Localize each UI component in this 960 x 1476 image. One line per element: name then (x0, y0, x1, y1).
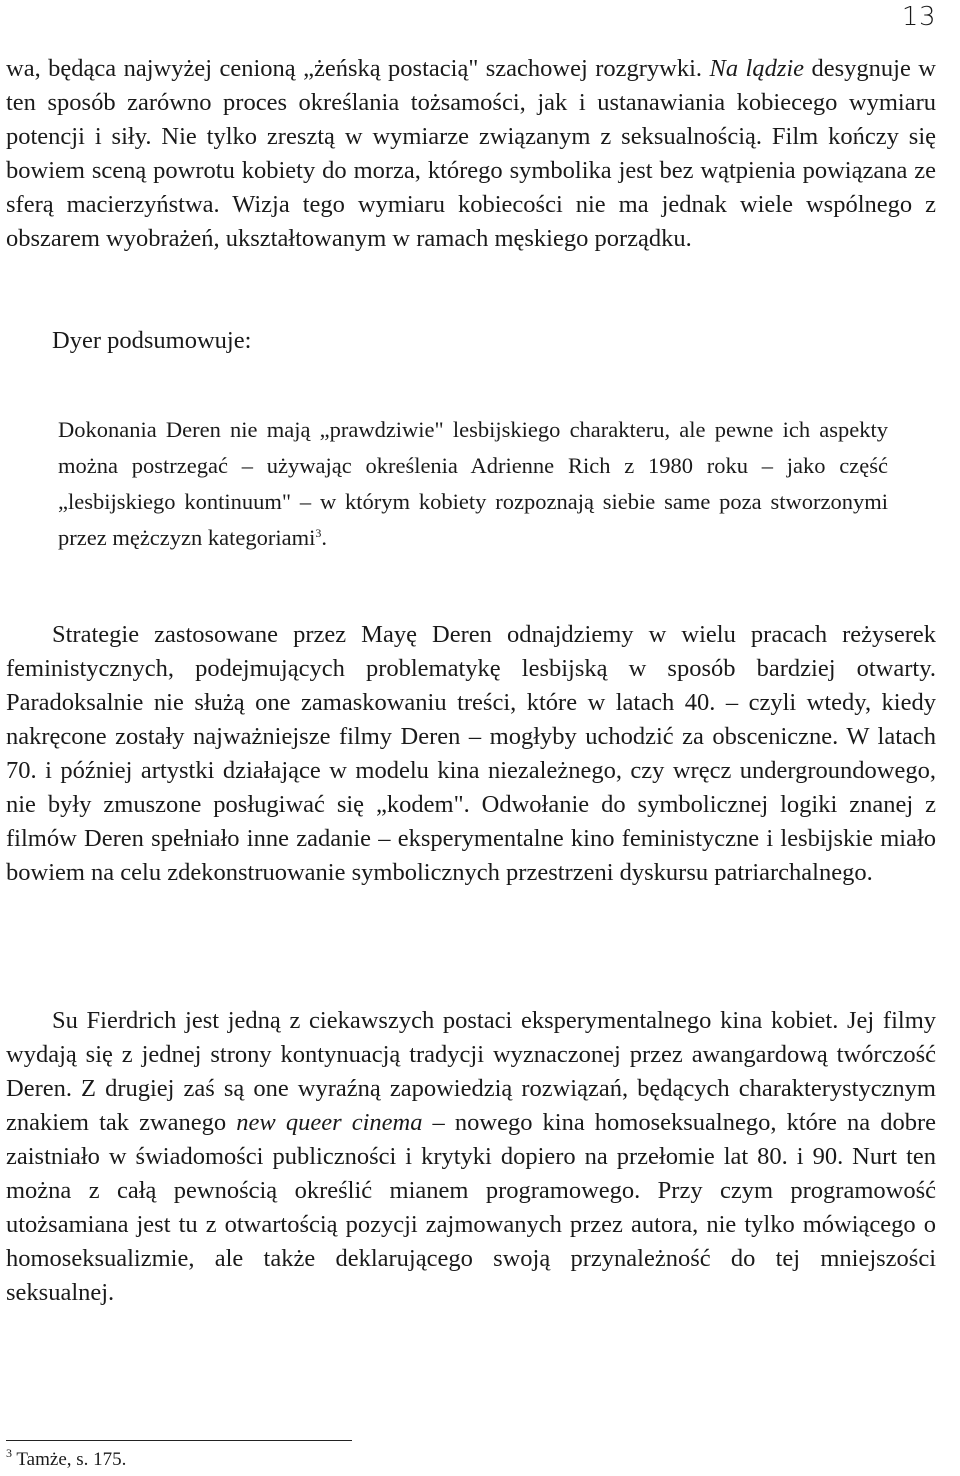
page-number: 13 (901, 2, 936, 32)
quote-intro: Dyer podsumowuje: (52, 327, 252, 354)
footnote (6, 1448, 126, 1472)
paragraph-1-text-a: wa, będąca najwyżej cenioną „żeńską postacią" szachowej rozgrywki. (6, 55, 710, 82)
paragraph-3 (6, 1004, 936, 1310)
film-title-na-ladzie: Na lądzie (709, 55, 805, 82)
paragraph-3-text-a: Su Fierdrich jest jedną z ciekawszych postaci eksperymentalnego kina kobiet. Jej filmy wydają się z jednej strony kontynuacją tradycji wyznaczonej przez awangardową twórczość Deren. Z drugiej zaś są one wyraźną zapowiedzią rozwiązań, będących charakterystycznym znakiem tak zwanego (6, 1007, 936, 1136)
term-new-queer-cinema: new queer cinema (236, 1109, 423, 1136)
footnote-marker: 3 (6, 1446, 12, 1460)
paragraph-2: Strategie zastosowane przez Mayę Deren odnajdziemy w wielu pracach reżyserek feministycznych, podejmujących problematykę lesbijską w sposób bardziej otwarty. Paradoksalnie nie służą one zamaskowaniu treści, które w latach 40. – czyli wtedy, kiedy nakręcone zostały najważniejsze filmy Deren – mogłyby uchodzić za obsceniczne. W latach 70. i później artystki działające w modelu kina niezależnego, czy wręcz undergroundowego, nie były zmuszone posługiwać się „kodem". Odwołanie do symbolicznej logiki znanej z filmów Deren spełniało inne zadanie – eksperymentalne kino feministyczne i lesbijskie miało bowiem na celu zdekonstruowanie symbolicznych przestrzeni dyskursu patriarchalnego. (6, 621, 936, 886)
block-quote (58, 412, 888, 556)
footnote-divider (6, 1440, 352, 1441)
paragraph-1-text-b: desygnuje w ten sposób zarówno proces określania tożsamości, jak i ustanawiania kobiecego wymiaru potencji i siły. Nie tylko zresztą w wymiarze związanym z seksualnością. Film kończy się bowiem sceną powrotu kobiety do morza, którego symbolika jest bez wątpienia powiązana ze sferą macierzyństwa. Wizja tego wymiaru kobiecości nie ma jednak wiele wspólnego z obszarem wyobrażeń, ukształtowanym w ramach męskiego porządku. (6, 55, 936, 252)
footnote-text: Tamże, s. 175. (12, 1449, 127, 1470)
paragraph-3-text-b: – nowego kina homoseksualnego, które na dobre zaistniało w świadomości publiczności i krytyki dopiero na przełomie lat 80. i 90. Nurt ten można z całą pewnością określić mianem programowego. Przy czym programowość utożsamiana jest tu z otwartością pozycji zajmowanych przez autora, nie tylko mówiącego o homoseksualizmie, ale także deklarującego swoją przynależność do tej mniejszości seksualnej. (6, 1109, 937, 1306)
block-quote-end: . (321, 525, 327, 550)
block-quote-text: Dokonania Deren nie mają „prawdziwie" lesbijskiego charakteru, ale pewne ich aspekty można postrzegać – używając określenia Adrienne Rich z 1980 roku – jako część „lesbijskiego kontinuum" – w którym kobiety rozpoznają siebie same poza stworzonymi przez mężczyzn kategoriami (58, 417, 888, 550)
paragraph-1 (6, 52, 936, 256)
footnote-reference: 3 (315, 526, 322, 540)
